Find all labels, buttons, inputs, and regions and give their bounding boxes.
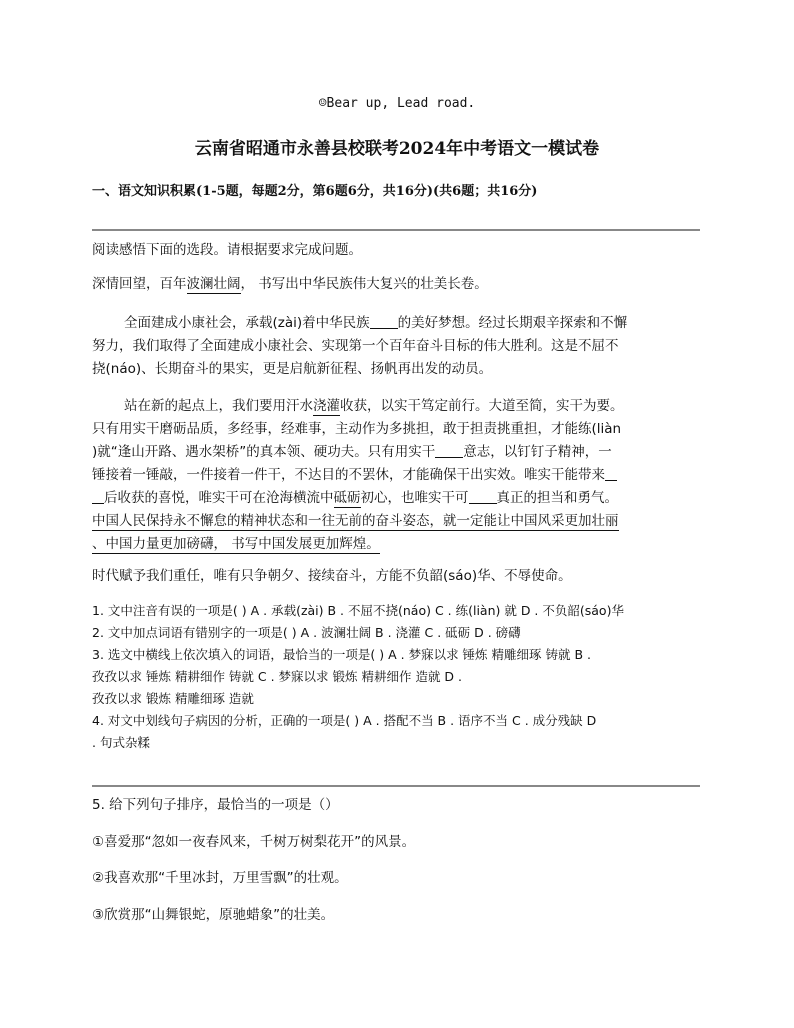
question-5-option-3: ③欣赏那“山舞银蛇，原驰蜡象”的壮美。 [92,907,335,923]
text-run: 全面建成小康社会，承载(zài)着中华民族 [124,315,370,331]
underlined-word: 砥砺 [333,490,361,506]
text-run: 锤接着一锤敲，一件接着一件干，不达目的不罢休，才能确保干出实效。唯实干能带来 [92,467,605,483]
text-run: 真正的担当和勇气。 [496,490,618,506]
question-3-line-2: 孜孜以求 锤炼 精耕细作 铸就 C . 梦寐以求 锻炼 精耕细作 造就 D . [92,669,463,684]
passage-line: 只有用实干磨砺品质，多经事，经难事，主动作为多挑担，敢于担责挑重担，才能练(liàn [92,421,622,437]
question-1: 1. 文中注音有误的一项是( ) A . 承载(zài) B . 不屈不挠(náo) C . 练(liàn) 就 D . 不负韶(sáo)华 [92,603,624,618]
underlined-word: 浇灌 [313,398,340,414]
fill-blank [370,328,398,329]
passage-line [92,509,619,529]
passage-line [92,486,618,506]
passage-line [124,311,627,331]
passage-line [92,463,617,483]
fill-blank [605,480,617,481]
question-2: 2. 文中加点词语有错别字的一项是( ) A . 波澜壮阔 B . 浇灌 C . 砥砺 D . 磅礴 [92,625,521,640]
fill-blank [435,457,463,458]
fill-blank [92,503,104,504]
question-4: 4. 对文中划线句子病因的分析，正确的一项是( ) A . 搭配不当 B . 语序不当 C . 成分残缺 D [92,713,597,728]
passage-line: 时代赋予我们重任，唯有只争朝夕、接续奋斗，方能不负韶(sáo)华、不辱使命。 [92,568,572,584]
question-3: 3. 选文中横线上依次填入的词语，最恰当的一项是( ) A . 梦寐以求 锤炼 精雕细琢 铸就 B . [92,647,591,662]
text-run: )就“逢山开路、遇水架桥”的真本领、硬功夫。只有用实干 [92,444,436,460]
passage-line: 挠(náo)、长期奋斗的果实，更是启航新征程、扬帆再出发的动员。 [92,361,493,377]
exam-title: 云南省昭通市永善县校联考2024年中考语文一模试卷 [194,139,600,159]
page-header: ☺Bear up, Lead road. [318,96,476,111]
question-3-line-3: 孜孜以求 锻炼 精雕细琢 造就 [92,691,254,706]
text-run: 深情回望，百年 [92,276,187,292]
passage-line [92,440,612,460]
question-5: 5. 给下列句子排序，最恰当的一项是（） [92,797,339,813]
passage-line: 努力，我们取得了全面建成小康社会、实现第一个百年奋斗目标的伟大胜利。这是不屈不 [92,338,619,354]
question-5-option-2: ②我喜欢那“千里冰封，万里雪飘”的壮观。 [92,870,348,886]
text-run: 后收获的喜悦，唯实干可在沧海横流中 [104,490,334,506]
fill-blank [469,503,497,504]
passage-line [92,272,488,292]
underlined-sentence: 中国人民保持永不懈怠的精神状态和一往无前的奋斗姿态，就一定能让中国风采更加壮丽 [92,513,619,529]
passage-line [92,532,380,552]
text-run: 站在新的起点上，我们要用汗水 [124,398,313,414]
reading-instruction: 阅读感悟下面的选段。请根据要求完成问题。 [92,242,362,258]
question-5-option-1: ①喜爱那“忽如一夜春风来，千树万树梨花开”的风景。 [92,834,416,850]
passage-line [124,394,624,414]
text-run: 初心，也唯实干可 [360,490,469,506]
underlined-word: 波澜壮阔 [186,276,241,292]
section-heading: 一、语文知识积累(1-5题，每题2分，第6题6分，共16分)(共6题；共16分) [92,184,538,199]
underlined-sentence: 、中国力量更加磅礴， 书写中国发展更加辉煌。 [92,536,380,552]
text-run: 意志，以钉钉子精神，一 [463,444,612,460]
text-run: 的美好梦想。经过长期艰辛探索和不懈 [397,315,628,331]
question-4-line-2: . 句式杂糅 [92,735,150,750]
divider [92,785,700,787]
divider [92,229,700,231]
text-run: 收获，以实干笃定前行。大道至简，实干为要。 [340,398,624,414]
text-run: ， 书写出中华民族伟大复兴的壮美长卷。 [240,276,488,292]
